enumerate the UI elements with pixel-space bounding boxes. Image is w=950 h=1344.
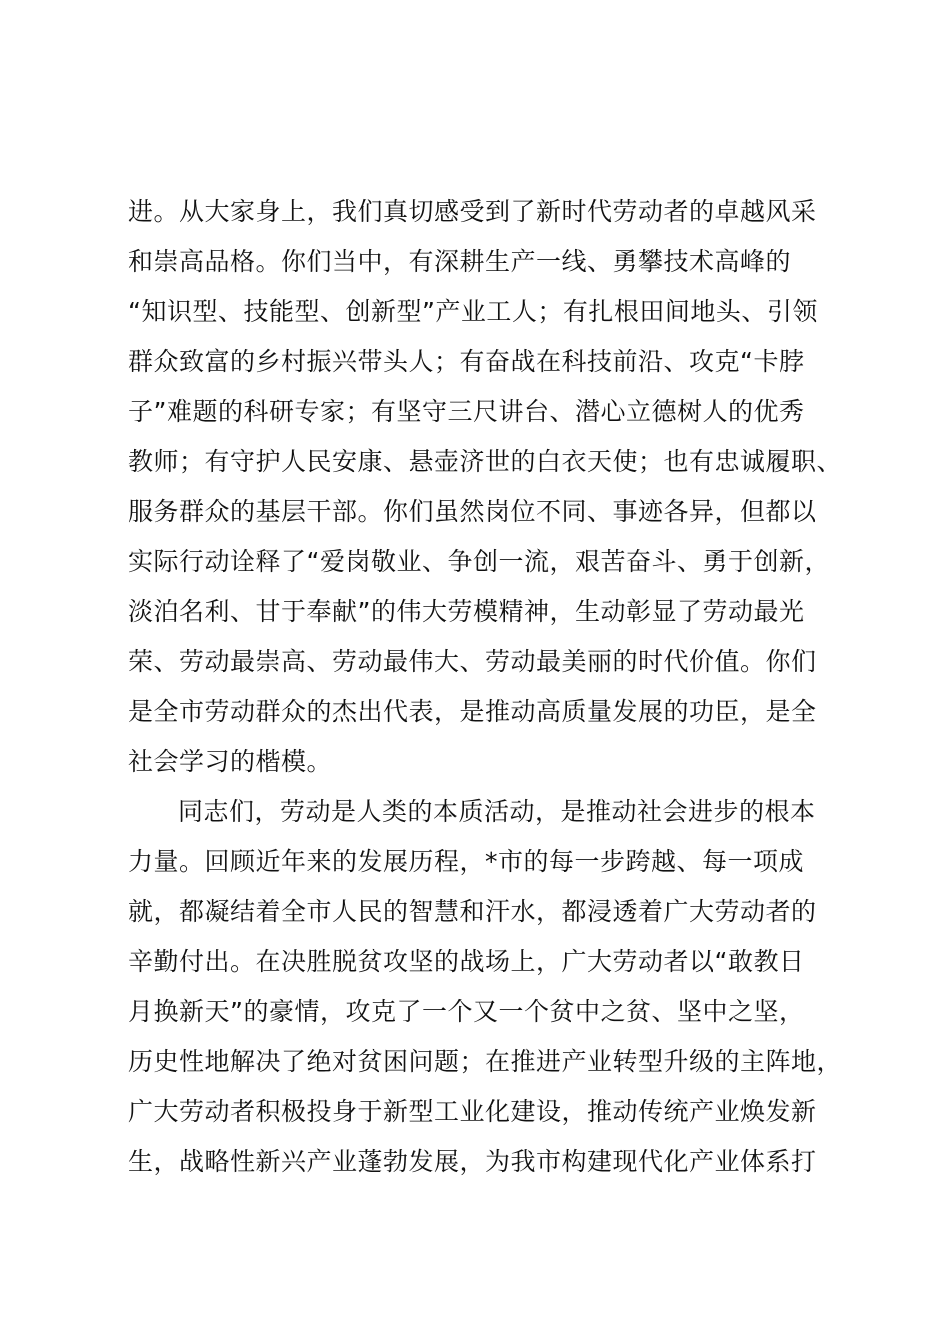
text-line: 就，都凝结着全市人民的智慧和汗水，都浸透着广大劳动者的 [128, 897, 817, 926]
text-line: 辛勤付出。在决胜脱贫攻坚的战场上，广大劳动者以“敢教日 [128, 947, 805, 976]
text-line: 生，战略性新兴产业蓬勃发展，为我市构建现代化产业体系打 [128, 1147, 817, 1176]
text-line: 进。从大家身上，我们真切感受到了新时代劳动者的卓越风采 [128, 197, 817, 226]
text-line: 教师；有守护人民安康、悬壶济世的白衣天使；也有忠诚履职、 [128, 447, 843, 476]
text-line: 服务群众的基层干部。你们虽然岗位不同、事迹各异，但都以 [128, 497, 817, 526]
text-line: 月换新天”的豪情，攻克了一个又一个贫中之贫、坚中之坚， [128, 997, 805, 1026]
paragraph-first-line: 同志们，劳动是人类的本质活动，是推动社会进步的根本 [178, 797, 816, 826]
text-line: 实际行动诠释了“爱岗敬业、争创一流，艰苦奋斗、勇于创新， [128, 547, 830, 576]
text-line: 荣、劳动最崇高、劳动最伟大、劳动最美丽的时代价值。你们 [128, 647, 817, 676]
text-line: 淡泊名利、甘于奉献”的伟大劳模精神，生动彰显了劳动最光 [128, 597, 805, 626]
text-line: 和崇高品格。你们当中，有深耕生产一线、勇攀技术高峰的 [128, 247, 792, 276]
text-line: “知识型、技能型、创新型”产业工人；有扎根田间地头、引领 [128, 297, 818, 326]
text-line: 历史性地解决了绝对贫困问题；在推进产业转型升级的主阵地， [128, 1047, 843, 1076]
text-line: 是全市劳动群众的杰出代表，是推动高质量发展的功臣，是全 [128, 697, 817, 726]
text-line: 力量。回顾近年来的发展历程，*市的每一步跨越、每一项成 [128, 847, 805, 876]
text-line: 社会学习的楷模。 [128, 747, 333, 776]
text-line: 子”难题的科研专家；有坚守三尺讲台、潜心立德树人的优秀 [128, 397, 805, 426]
document-body [128, 187, 850, 1187]
text-line: 群众致富的乡村振兴带头人；有奋战在科技前沿、攻克“卡脖 [128, 347, 805, 376]
text-line: 广大劳动者积极投身于新型工业化建设，推动传统产业焕发新 [128, 1097, 817, 1126]
